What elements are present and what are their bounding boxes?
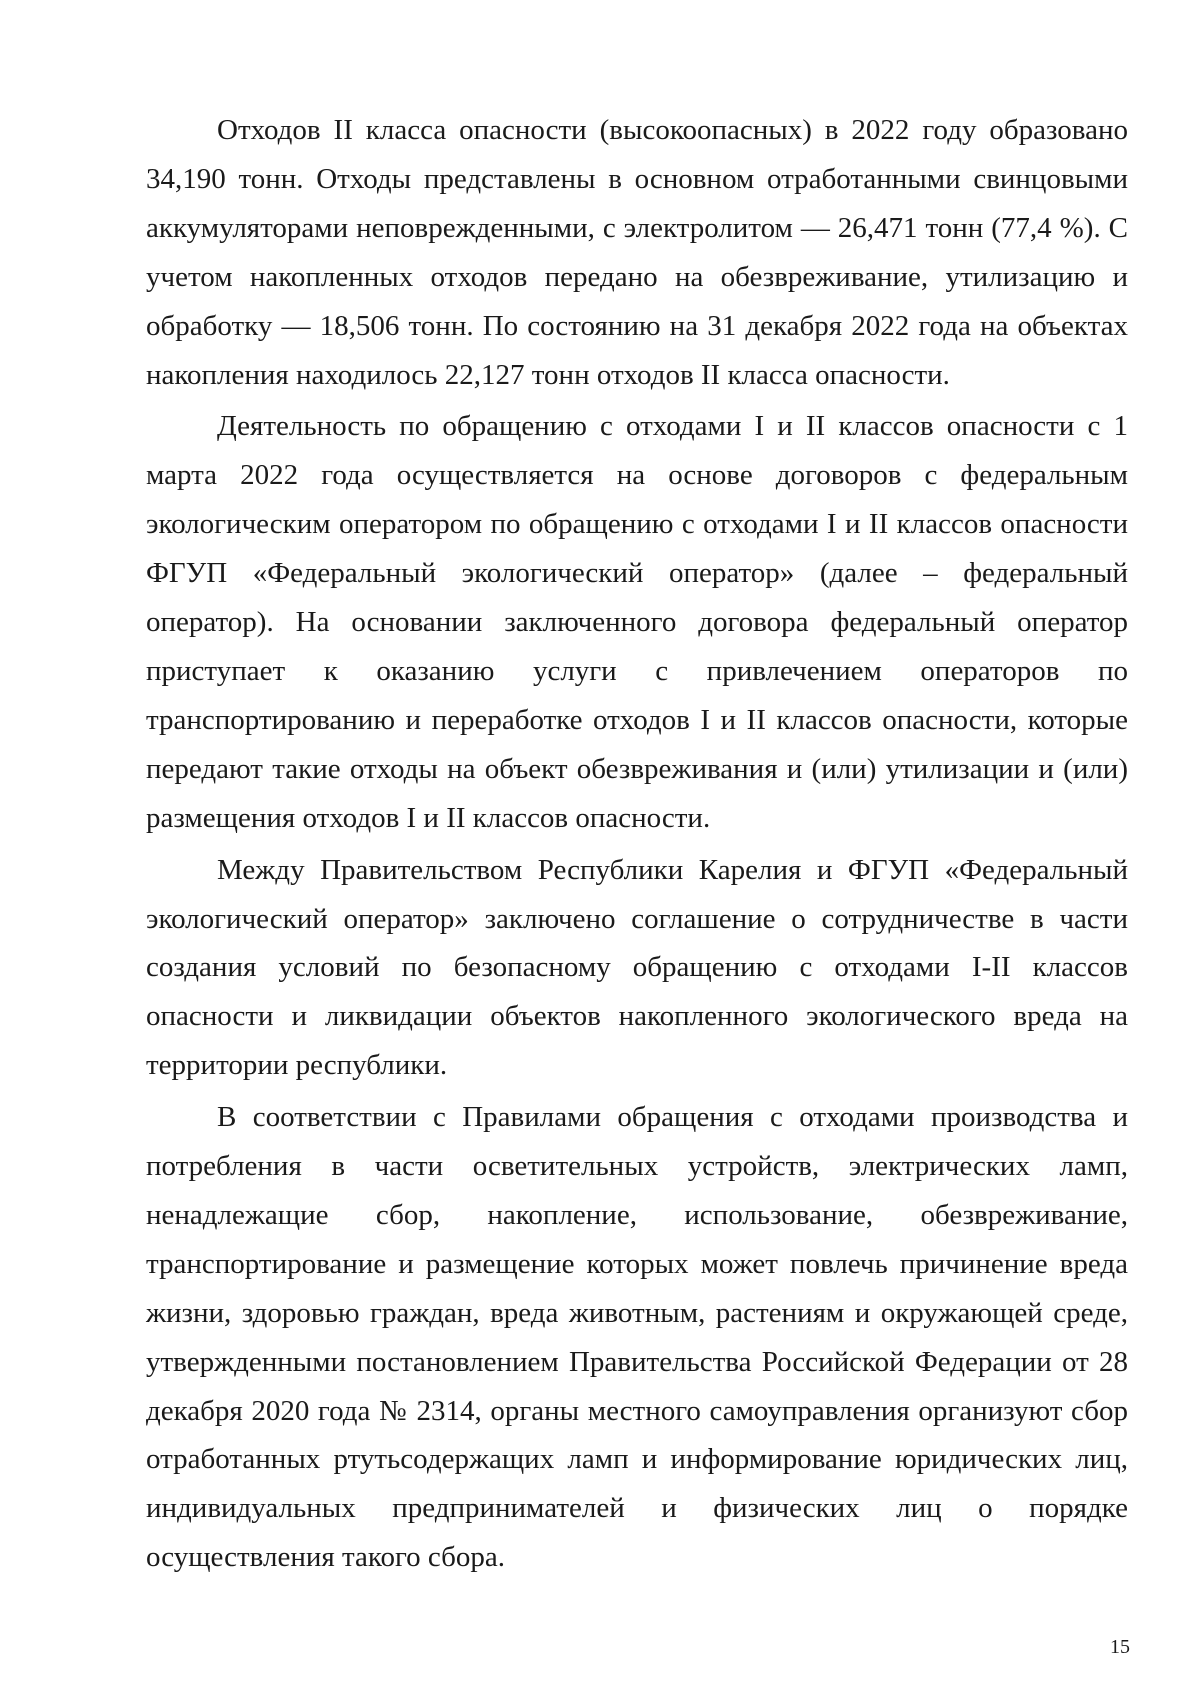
body-text (146, 106, 1128, 1585)
paragraph-cooperation-agreement: Между Правительством Республики Карелия и ФГУП «Федеральный экологический оператор» заключено соглашение о сотрудничестве в части создания условий по безопасному обращению с отходами I-II классов опасности и ликвидации объектов накопленного экологического вреда на территории республики. (146, 853, 1128, 1082)
paragraph-hazard-class-2-waste: Отходов II класса опасности (высокоопасных) в 2022 году образовано 34,190 тонн. Отходы представлены в основном отработанными свинцовыми аккумуляторами неповрежденными, с электролитом — 26,471 тонн (77,4 %). С учетом накопленных отходов передано на обезвреживание, утилизацию и обработку — 18,506 тонн. По состоянию на 31 декабря 2022 года на объектах накопления находилось 22,127 тонн отходов II класса опасности. (146, 114, 1128, 391)
page-number: 15 (1110, 1636, 1130, 1658)
paragraph-federal-operator: Деятельность по обращению с отходами I и II классов опасности с 1 марта 2022 года осуществляется на основе договоров с федеральным экологическим оператором по обращению с отходами I и II классов опасности ФГУП «Федеральный экологический оператор» (далее – федеральный оператор). На основании заключенного договора федеральный оператор приступает к оказанию услуги с привлечением операторов по транспортированию и переработке отходов I и II классов опасности, которые передают такие отходы на объект обезвреживания и (или) утилизации и (или) размещения отходов I и II классов опасности. (146, 410, 1128, 834)
paragraph-mercury-lamps-rules: В соответствии с Правилами обращения с отходами производства и потребления в части осветительных устройств, электрических ламп, ненадлежащие сбор, накопление, использование, обезвреживание, транспортирование и размещение которых может повлечь причинение вреда жизни, здоровью граждан, вреда животным, растениям и окружающей среде, утвержденными постановлением Правительства Российской Федерации от 28 декабря 2020 года № 2314, органы местного самоуправления организуют сбор отработанных ртутьсодержащих ламп и информирование юридических лиц, индивидуальных предпринимателей и физических лиц о порядке осуществления такого сбора. (146, 1101, 1128, 1574)
